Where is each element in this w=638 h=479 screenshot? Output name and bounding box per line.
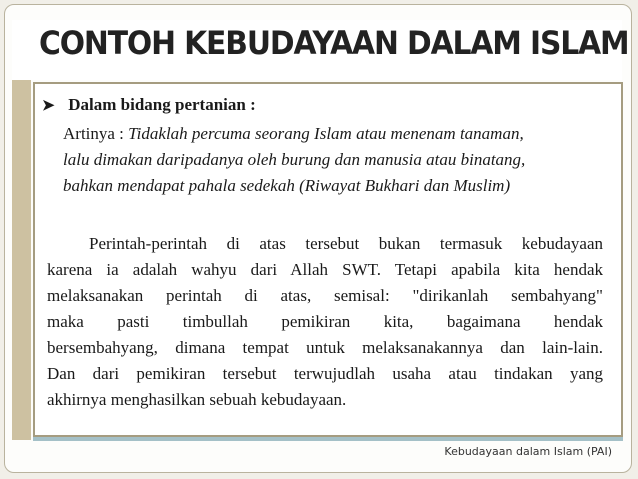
- arrow-right-icon: ➤: [42, 98, 55, 114]
- paragraph-line: Perintah-perintah di atas tersebut bukan termasuk kebudayaan: [89, 234, 603, 253]
- slide-title: CONTOH KEBUDAYAAN DALAM ISLAM: [39, 24, 629, 62]
- quote-line-2-text: lalu dimakan daripadanya oleh burung dan manusia atau binatang,: [63, 150, 526, 169]
- accent-line: [33, 437, 623, 441]
- quote-prefix: Artinya :: [63, 124, 129, 143]
- paragraph-line: bersembahyang, dimana tempat untuk melaksanakannya dan lain-lain.: [47, 338, 603, 357]
- paragraph-line: Dan dari pemikiran tersebut terwujudlah usaha atau tindakan yang: [47, 364, 603, 383]
- quote-italic: Tidaklah percuma seorang Islam atau menenam tanaman,: [128, 124, 524, 143]
- quote-line-1: [63, 121, 613, 147]
- paragraph-line: maka pasti timbullah pemikiran kita, bagaimana hendak: [47, 312, 603, 331]
- slide-footer: Kebudayaan dalam Islam (PAI): [444, 445, 612, 458]
- paragraph-line: akhirnya menghasilkan sebuah kebudayaan.: [47, 390, 347, 409]
- quote-line-2: [63, 147, 613, 173]
- bullet-item: [42, 95, 256, 115]
- bullet-label: Dalam bidang pertanian :: [68, 95, 256, 114]
- paragraph-line: karena ia adalah wahyu dari Allah SWT. Tetapi apabila kita hendak: [47, 260, 603, 279]
- body-paragraph: [47, 231, 603, 413]
- paragraph-line: melaksanakan perintah di atas, semisal: "dirikanlah sembahyang": [47, 286, 603, 305]
- quote-block: [63, 121, 613, 199]
- side-bar: [12, 80, 31, 440]
- quote-line-3: [63, 173, 613, 199]
- quote-line-3-text: bahkan mendapat pahala sedekah (Riwayat Bukhari dan Muslim): [63, 176, 511, 195]
